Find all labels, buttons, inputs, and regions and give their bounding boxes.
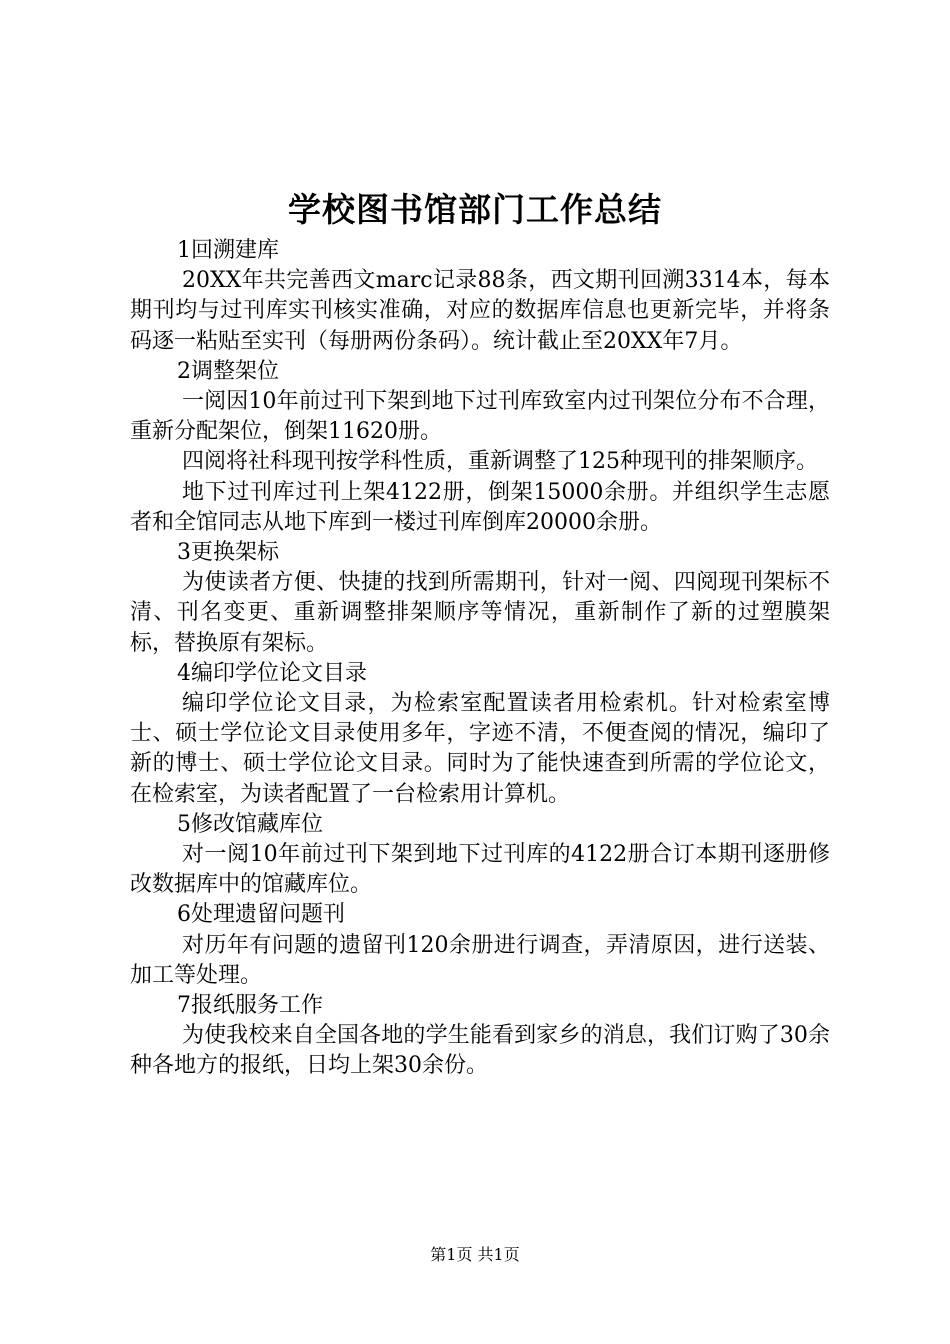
section-heading-3: 3更换架标 bbox=[177, 540, 279, 566]
section-heading-7: 7报纸服务工作 bbox=[177, 993, 323, 1019]
document-title: 学校图书馆部门工作总结 bbox=[288, 190, 662, 229]
section-4-paragraph-1: 编印学位论文目录，为检索室配置读者用检索机。针对检索室博士、硕士学位论文目录使用多年，字迹不清，不便查阅的情况，编印了新的博士、硕士学位论文目录。同时为了能快速查到所需的学位论文，在检索室，为读者配置了一台检索用计算机。 bbox=[130, 691, 830, 807]
section-heading-6: 6处理遗留问题刊 bbox=[177, 902, 345, 928]
section-2-paragraph-3: 地下过刊库过刊上架4122册，倒架15000余册。并组织学生志愿者和全馆同志从地下库到一楼过刊库倒库20000余册。 bbox=[130, 479, 830, 535]
section-2-paragraph-1: 一阅因10年前过刊下架到地下过刊库致室内过刊架位分布不合理，重新分配架位，倒架11620册。 bbox=[130, 389, 830, 445]
page-footer: 第1页 共1页 bbox=[430, 1245, 520, 1264]
section-heading-4: 4编印学位论文目录 bbox=[177, 660, 367, 686]
section-heading-5: 5修改馆藏库位 bbox=[177, 811, 323, 837]
section-1-paragraph-1: 20XX年共完善西文marc记录88条，西文期刊回溯3314本，每本期刊均与过刊库实刊核实准确，对应的数据库信息也更新完毕，并将条码逐一粘贴至实刊（每册两份条码）。统计截止至20XX年7月。 bbox=[130, 268, 830, 354]
section-5-paragraph-1: 对一阅10年前过刊下架到地下过刊库的4122册合订本期刊逐册修改数据库中的馆藏库位。 bbox=[130, 842, 830, 898]
section-3-paragraph-1: 为使读者方便、快捷的找到所需期刊，针对一阅、四阅现刊架标不清、刊名变更、重新调整排架顺序等情况，重新制作了新的过塑膜架标，替换原有架标。 bbox=[130, 570, 830, 656]
section-2-paragraph-2: 四阅将社科现刊按学科性质，重新调整了125种现刊的排架顺序。 bbox=[182, 449, 818, 475]
section-heading-2: 2调整架位 bbox=[177, 358, 279, 384]
section-7-paragraph-1: 为使我校来自全国各地的学生能看到家乡的消息，我们订购了30余种各地方的报纸，日均上架30余份。 bbox=[130, 1023, 830, 1079]
document-body bbox=[130, 236, 830, 1082]
section-heading-1: 1回溯建库 bbox=[177, 238, 279, 263]
section-6-paragraph-1: 对历年有问题的遗留刊120余册进行调查，弄清原因，进行送装、加工等处理。 bbox=[130, 932, 830, 988]
